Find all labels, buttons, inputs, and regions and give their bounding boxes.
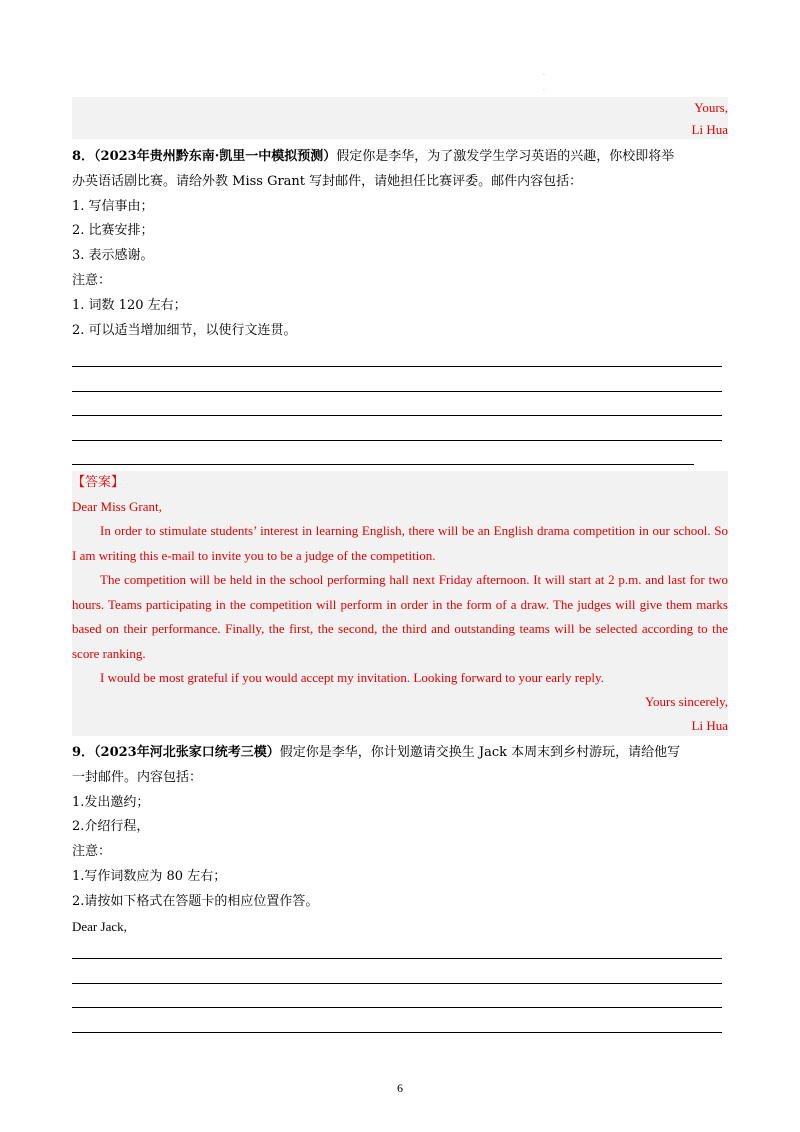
q9-prompt-2: 一封邮件。内容包括： [72, 770, 203, 785]
prev-answer-block [72, 97, 728, 139]
q8-source: （2023年贵州黔东南·凯里一中模拟预测） [94, 149, 337, 164]
prev-signature: Li Hua [691, 122, 728, 137]
q8-prompt-1: 假定你是李华，为了激发学生学习英语的兴趣，你校即将举 [336, 149, 675, 164]
answer-line [72, 1007, 722, 1008]
q9-prompt-1: 假定你是李华，你计划邀请交换生 Jack 本周末到乡村游玩，请给他写 [279, 745, 681, 760]
answer-paragraph: The competition will be held in the school performing hall next Friday afternoon. It will start at 2 p.m. and last for two hours. Teams participating in the competition will perform in order in the form of a draw. The judges will give them marks based on their performance. Finally, the first, the second, the third and outstanding teams will be selected according to the score ranking. [72, 572, 728, 661]
q9-note: 1.写作词数应为 80 左右； [72, 869, 227, 884]
header-mark: · [543, 87, 545, 94]
q8-number: 8． [72, 149, 95, 164]
q9-heading [72, 744, 680, 762]
answer-text [72, 470, 728, 691]
answer-label: 【答案】 [72, 474, 125, 489]
q8-prompt-2: 办英语话剧比赛。请给外教 Miss Grant 写封邮件，请她担任比赛评委。邮件内容包括： [72, 174, 583, 189]
q9-source: （2023年河北张家口统考三模） [94, 745, 280, 760]
prev-closing: Yours, [694, 100, 728, 115]
answer-line [72, 983, 722, 984]
answer-paragraph: I would be most grateful if you would accept my invitation. Looking forward to your early reply. [100, 670, 604, 685]
q8-note: 2. 可以适当增加细节，以使行文连贯。 [72, 323, 297, 338]
q8-item: 2. 比赛安排； [72, 223, 154, 238]
page-number: 6 [397, 1081, 403, 1095]
q9-salutation: Dear Jack, [72, 919, 127, 934]
answer-line [72, 391, 722, 392]
answer-line [72, 366, 722, 367]
q9-item: 1.发出邀约； [72, 795, 150, 810]
answer-line [72, 440, 722, 441]
answer-closing: Yours sincerely, [644, 694, 728, 709]
q8-notes-label: 注意： [72, 273, 112, 288]
q8-heading [72, 148, 674, 166]
q9-note: 2.请按如下格式在答题卡的相应位置作答。 [72, 894, 319, 909]
q9-number: 9． [72, 745, 95, 760]
q8-item: 3. 表示感谢。 [72, 248, 154, 263]
answer-line [72, 958, 722, 959]
answer-line [72, 464, 694, 465]
header-mark: · [543, 72, 545, 79]
q9-notes-label: 注意： [72, 844, 112, 859]
q8-item: 1. 写信事由； [72, 199, 154, 214]
q8-note: 1. 词数 120 左右； [72, 298, 187, 313]
q9-item: 2.介绍行程， [72, 819, 150, 834]
answer-signature: Li Hua [691, 718, 728, 733]
answer-line [72, 415, 722, 416]
answer-line [72, 1032, 722, 1033]
answer-paragraph: In order to stimulate students’ interest in learning English, there will be an English drama competition in our school. So I am writing this e-mail to invite you to be a judge of the competition. [72, 523, 728, 563]
answer-salutation: Dear Miss Grant, [72, 498, 162, 514]
